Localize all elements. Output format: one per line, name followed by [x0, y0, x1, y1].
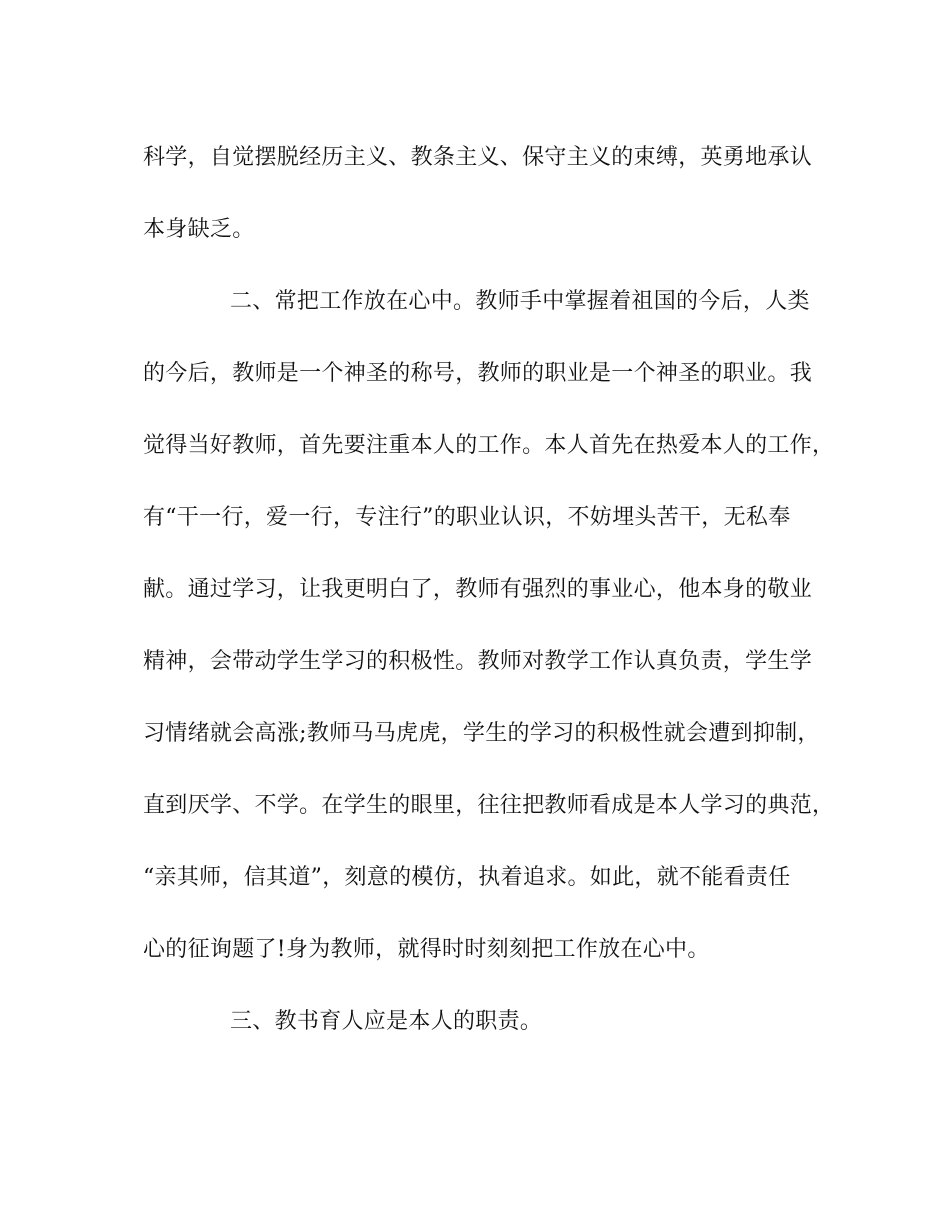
paragraph-line: “亲其师，信其道”，刻意的模仿，执着追求。如此，就不能看责任 — [143, 865, 791, 890]
paragraph-line: 精神，会带动学生学习的积极性。教师对教学工作认真负责，学生学 — [143, 649, 813, 674]
paragraph-line: 心的征询题了!身为教师，就得时时刻刻把工作放在心中。 — [143, 937, 710, 962]
paragraph-line: 习情绪就会高涨;教师马马虎虎，学生的学习的积极性就会遭到抑制， — [143, 721, 820, 746]
paragraph-line: 献。通过学习，让我更明白了，教师有强烈的事业心，他本身的敬业 — [143, 577, 813, 602]
paragraph-line: 本身缺乏。 — [143, 217, 255, 242]
section-heading-line: 二、常把工作放在心中。教师手中掌握着祖国的今后，人类 — [230, 289, 810, 314]
paragraph-line: 科学，自觉摆脱经历主义、教条主义、保守主义的束缚，英勇地承认 — [143, 145, 813, 170]
section-heading-line: 三、教书育人应是本人的职责。 — [230, 1009, 543, 1034]
paragraph-line: 直到厌学、不学。在学生的眼里，往往把教师看成是本人学习的典范， — [143, 793, 835, 818]
paragraph-line: 有“干一行，爱一行，专注行”的职业认识，不妨埋头苦干，无私奉 — [143, 505, 791, 530]
paragraph-line: 的今后，教师是一个神圣的称号，教师的职业是一个神圣的职业。我 — [143, 361, 813, 386]
paragraph-line: 觉得当好教师，首先要注重本人的工作。本人首先在热爱本人的工作， — [143, 433, 835, 458]
